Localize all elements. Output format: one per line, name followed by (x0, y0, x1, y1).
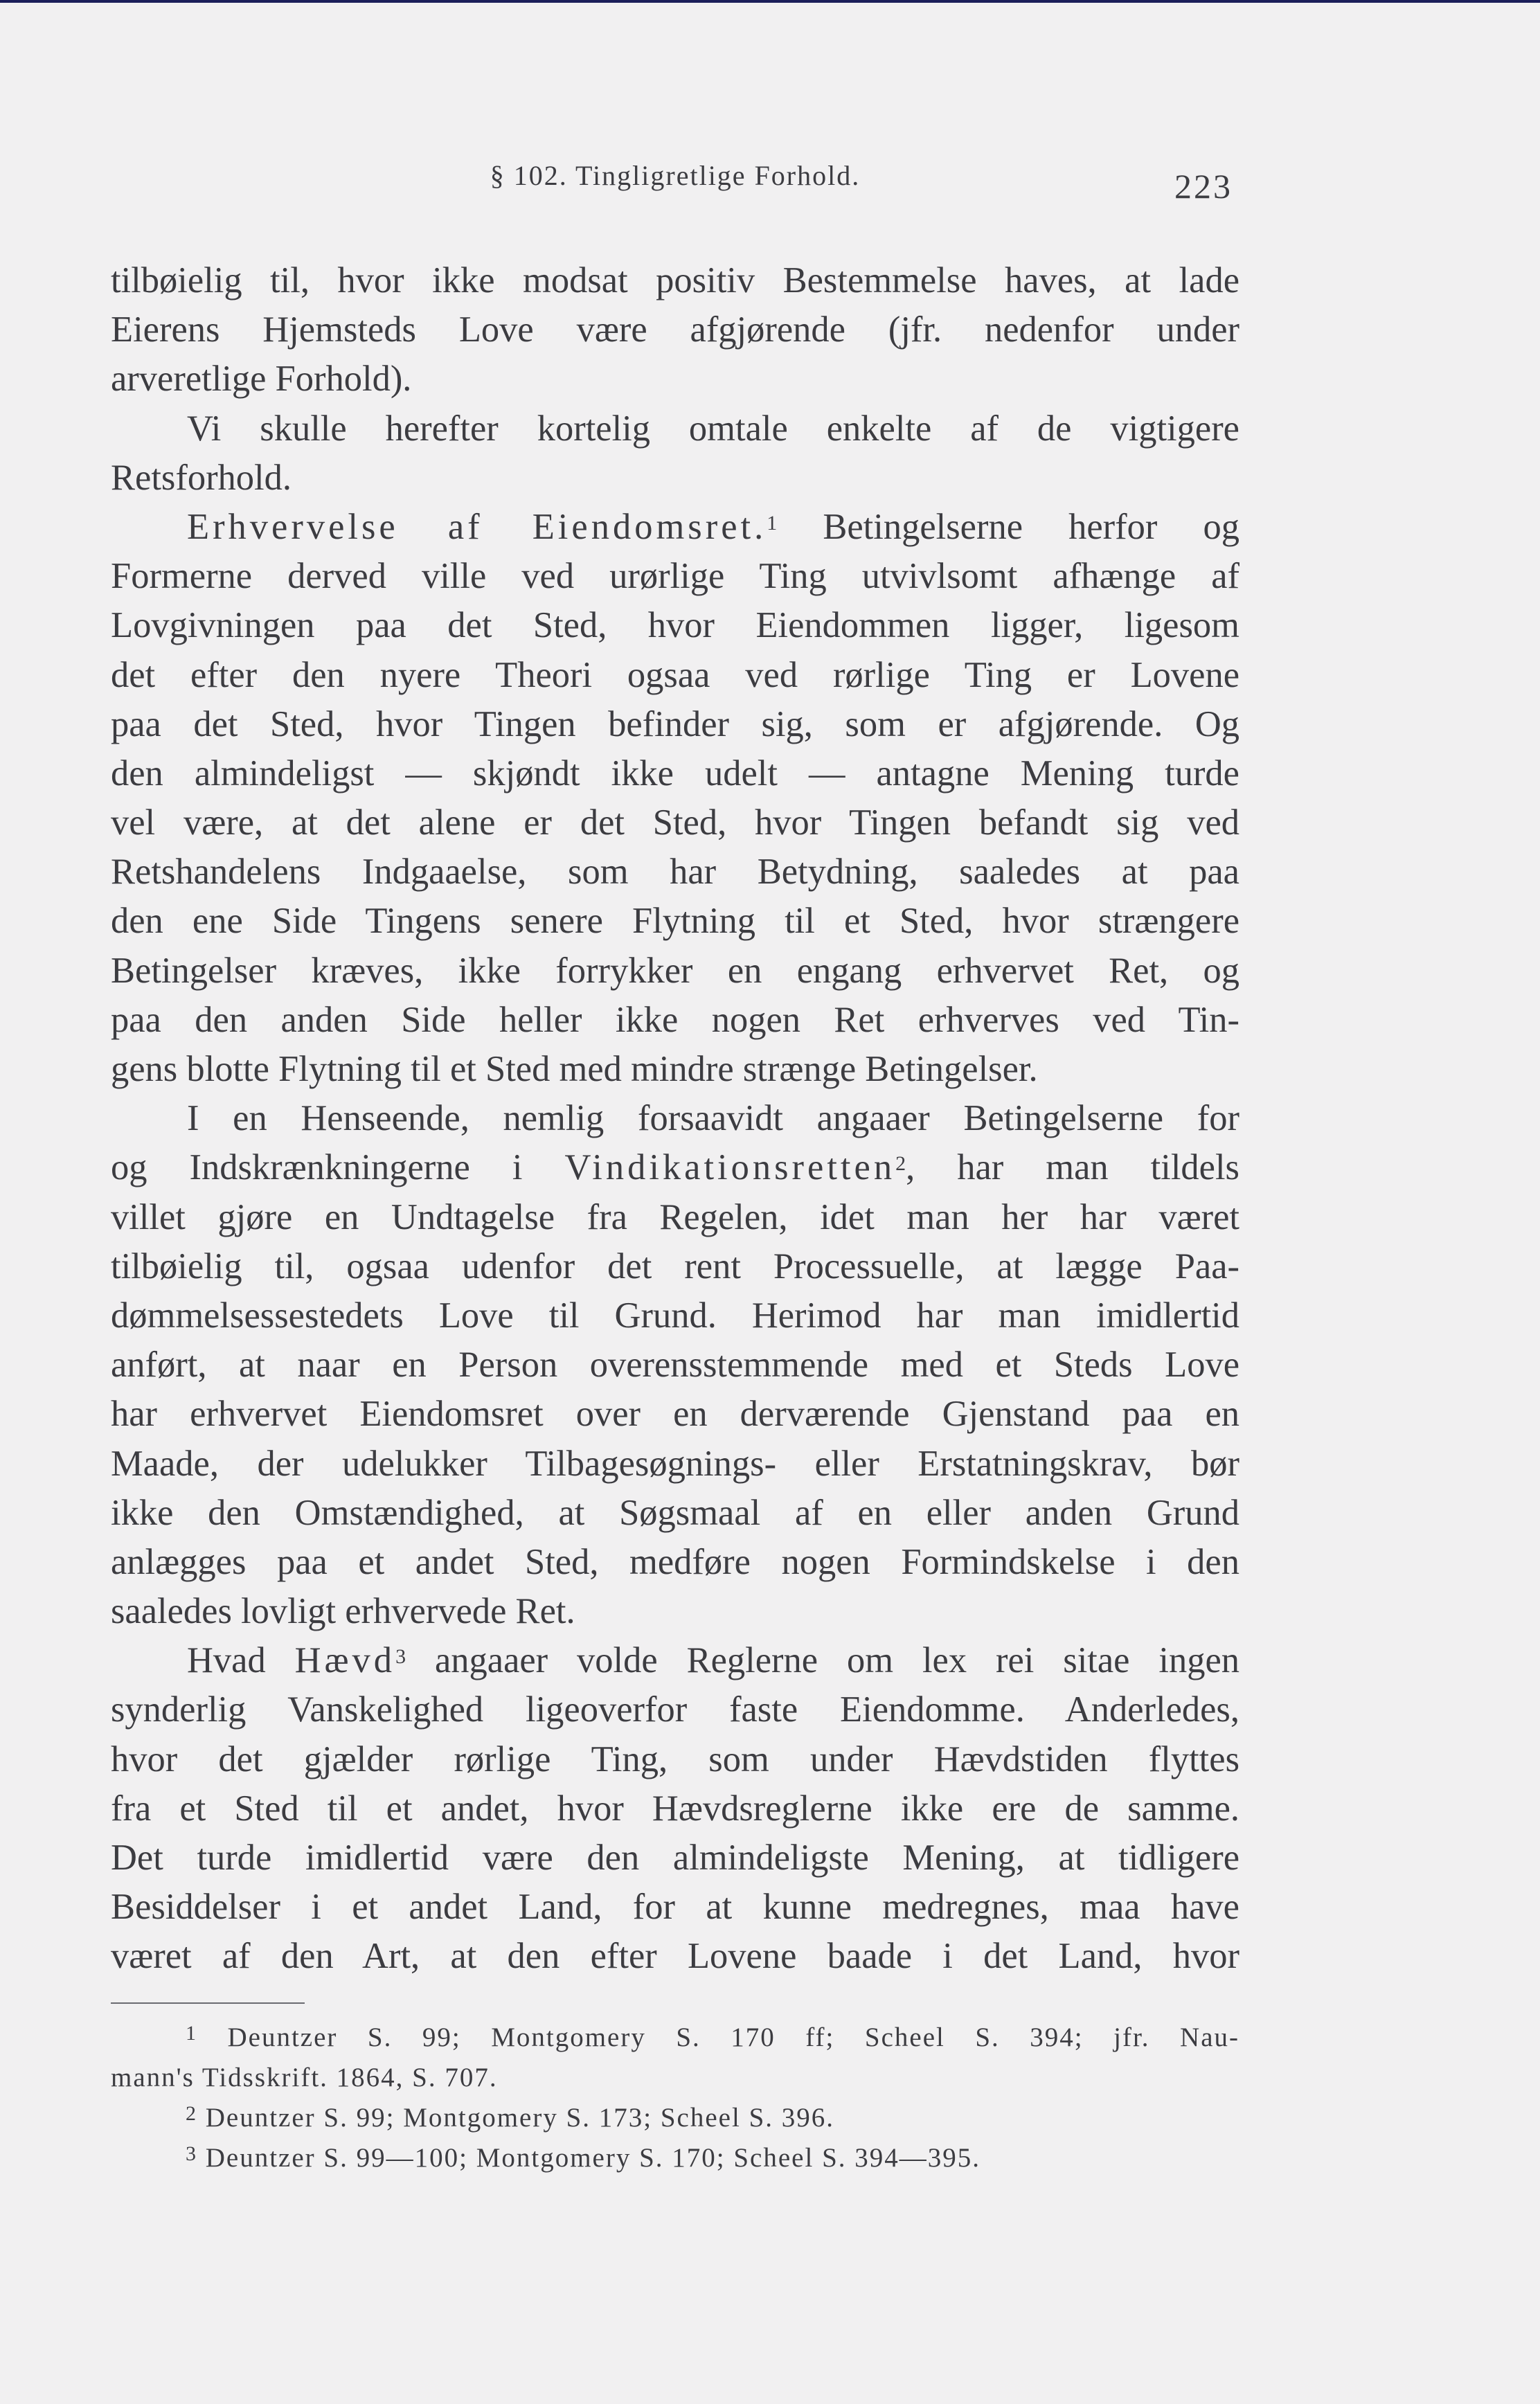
text-fragment: og Indskrænkningerne i (111, 1147, 523, 1188)
text-line: dømmelsessestedets Love til Grund. Herimod har man imidlertid (111, 1295, 1239, 1336)
text-line: paa den anden Side heller ikke nogen Ret erhverves ved Tin- (111, 999, 1239, 1040)
body-text (111, 256, 1239, 1982)
text-line: den ene Side Tingens senere Flytning til et Sted, hvor strængere (111, 901, 1239, 942)
book-page (111, 159, 1239, 2178)
text-line: Formerne derved ville ved urørlige Ting utvivlsomt afhænge af (111, 556, 1239, 597)
text-line: anført, at naar en Person overensstemmende med et Steds Love (111, 1345, 1239, 1385)
text-fragment: Hvad (187, 1640, 266, 1681)
page-number: 223 (1174, 167, 1233, 206)
footnote-text: Deuntzer S. 99—100; Montgomery S. 170; Scheel S. 394—395. (205, 2142, 981, 2173)
text-line: den almindeligst — skjøndt ikke udelt — antagne Mening turde (111, 753, 1239, 793)
section-title: § 102. Tingligretlige Forhold. (490, 160, 861, 191)
text-line: vel være, at det alene er det Sted, hvor Tingen befandt sig ved (111, 802, 1239, 843)
text-line: paa det Sted, hvor Tingen befinder sig, som er afgjørende. Og (111, 703, 1239, 744)
text-line: fra et Sted til et andet, hvor Hævdsreglerne ikke ere de samme. (111, 1788, 1239, 1829)
text-line: hvor det gjælder rørlige Ting, som under Hævdstiden flyttes (111, 1739, 1239, 1779)
scan-top-edge (0, 0, 1540, 3)
text-line: Betingelser kræves, ikke forrykker en engang erhvervet Ret, og (111, 950, 1239, 991)
footnote-number-1: 1 (186, 2021, 197, 2045)
text-line: anlægges paa et andet Sted, medføre nogen Formindskelse i den (111, 1541, 1239, 1582)
text-line: saaledes lovligt erhvervede Ret. (111, 1591, 575, 1632)
text-line: villet gjøre en Undtagelse fra Regelen, idet man her har været (111, 1196, 1239, 1237)
footnote-mark-3: 3 (395, 1645, 406, 1669)
text-fragment: , har man tildels (906, 1147, 1239, 1188)
footnote-mark-2: 2 (895, 1152, 906, 1176)
text-line-vindikation (111, 1143, 1239, 1192)
text-line: synderlig Vanskelighed ligeoverfor faste Eiendomme. Anderledes, (111, 1689, 1239, 1730)
footnote-rule (111, 2002, 305, 2004)
text-line: Det turde imidlertid være den almindeligste Mening, at tidligere (111, 1838, 1239, 1878)
footnote-mark-1: 1 (767, 511, 778, 535)
footnote-text: Deuntzer S. 99; Montgomery S. 173; Scheel S. 396. (205, 2102, 835, 2133)
text-line: Vi skulle herefter kortelig omtale enkelte af de vigtigere (187, 408, 1239, 449)
footnotes (111, 2018, 1239, 2178)
spaced-term-vindikation: Vindikationsretten (564, 1147, 896, 1188)
text-line: Besiddelser i et andet Land, for at kunne medregnes, maa have (111, 1887, 1239, 1928)
text-line: ikke den Omstændighed, at Søgsmaal af en eller anden Grund (111, 1492, 1239, 1533)
text-line: arveretlige Forhold). (111, 359, 412, 400)
footnote-1 (111, 2018, 1239, 2058)
text-line: Eierens Hjemsteds Love være afgjørende (jfr. nedenfor under (111, 310, 1239, 350)
footnote-1-continued: mann's Tidsskrift. 1864, S. 707. (111, 2062, 498, 2092)
text-line: Maade, der udelukker Tilbagesøgnings- eller Erstatningskrav, bør (111, 1443, 1239, 1484)
spaced-heading-erhvervelse: Erhvervelse af Eiendomsret. (187, 506, 767, 547)
text-line: været af den Art, at den efter Lovene baade i det Land, hvor (111, 1936, 1239, 1977)
footnote-number-2: 2 (186, 2101, 197, 2125)
text-line: tilbøielig til, ogsaa udenfor det rent Processuelle, at lægge Paa- (111, 1246, 1239, 1286)
paragraph-erhvervelse-start (111, 503, 1239, 552)
text-line: Retshandelens Indgaaelse, som har Betydning, saaledes at paa (111, 852, 1239, 892)
paragraph-haevd-start (111, 1636, 1239, 1685)
footnote-3 (111, 2138, 1239, 2178)
text-line: tilbøielig til, hvor ikke modsat positiv Bestemmelse haves, at lade (111, 260, 1239, 300)
text-fragment: Betingelserne herfor og (823, 506, 1239, 547)
text-line: Retsforhold. (111, 457, 292, 498)
spaced-term-haevd: Hævd (294, 1640, 396, 1681)
footnote-2 (111, 2098, 1239, 2138)
text-fragment: angaaer volde Reglerne om lex rei sitae ingen (434, 1640, 1240, 1681)
running-head (111, 159, 1239, 208)
text-line: gens blotte Flytning til et Sted med mindre strænge Betingelser. (111, 1049, 1038, 1089)
footnote-text: Deuntzer S. 99; Montgomery S. 170 ff; Scheel S. 394; jfr. Nau- (227, 2022, 1239, 2052)
text-line: I en Henseende, nemlig forsaavidt angaaer Betingelserne for (187, 1098, 1239, 1139)
footnote-number-3: 3 (186, 2142, 197, 2165)
text-line: Lovgivningen paa det Sted, hvor Eiendommen ligger, ligesom (111, 605, 1239, 646)
text-line: det efter den nyere Theori ogsaa ved rørlige Ting er Lovene (111, 654, 1239, 695)
text-line: har erhvervet Eiendomsret over en derværende Gjenstand paa en (111, 1394, 1239, 1435)
